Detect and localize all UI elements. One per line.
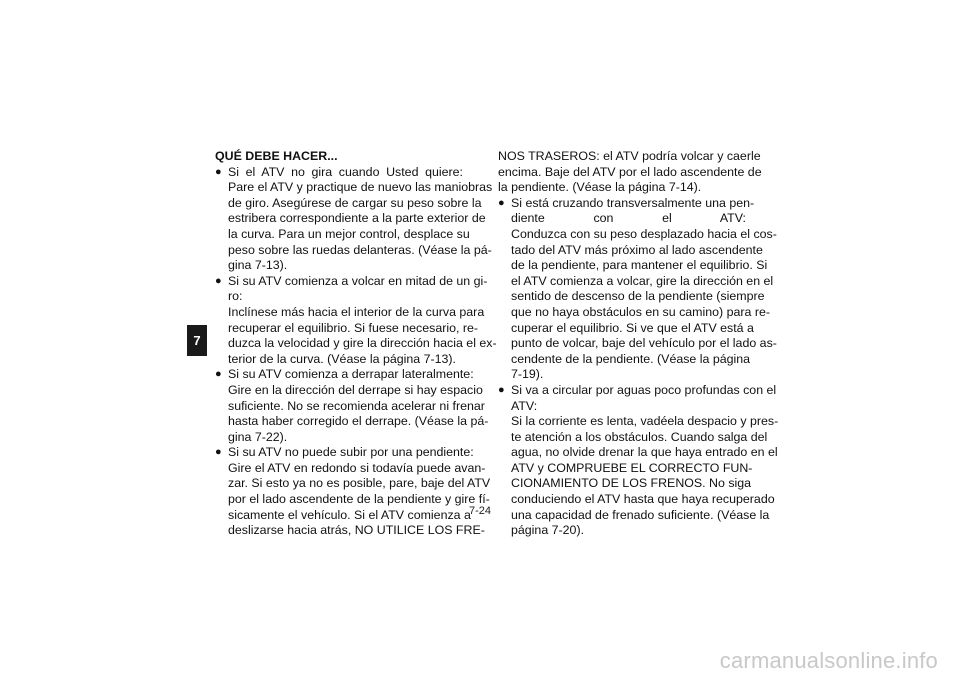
text-line: conduciendo el ATV hasta que haya recuperado <box>511 492 775 507</box>
text-line: Gire en la dirección del derrape si hay espacio <box>228 382 483 397</box>
text-line: que no haya obstáculos en su camino) para re- <box>511 304 770 319</box>
text-line: Si su ATV comienza a derrapar lateralmente: <box>228 367 474 382</box>
text-line: Si va a circular por aguas poco profundas con el <box>511 382 777 397</box>
text-line: ATV: <box>511 398 538 413</box>
text-line: Si el ATV no gira cuando Usted quiere: <box>228 164 463 179</box>
watermark: carmanualsonline.info <box>719 648 938 673</box>
text-line: Si su ATV comienza a volcar en mitad de un gi- <box>228 273 488 288</box>
right-column <box>498 149 779 539</box>
text-line: gina 7-22). <box>228 429 288 444</box>
text-line: suficiente. No se recomienda acelerar ni frenar <box>228 398 485 413</box>
text-line: Si está cruzando transversalmente una pen- <box>511 195 755 210</box>
bullet-item <box>215 273 497 368</box>
text-line: 7-19). <box>511 367 544 382</box>
bullet-icon: ● <box>498 383 505 396</box>
text-line: sentido de descenso de la pendiente (siempre <box>511 289 765 304</box>
chapter-tab: 7 <box>187 325 207 356</box>
page-number: 7-24 <box>468 505 492 517</box>
text-line: Gire el ATV en redondo si todavía puede avan- <box>228 460 486 475</box>
text-line: la curva. Para un mejor control, desplace su <box>228 226 470 241</box>
text-line: ro: <box>228 289 243 304</box>
text-line: zar. Si esto ya no es posible, pare, baje del ATV <box>228 476 491 491</box>
text-line: ATV y COMPRUEBE EL CORRECTO FUN- <box>511 460 753 475</box>
bullet-icon: ● <box>215 165 222 178</box>
bullet-item <box>215 367 489 445</box>
text-line: gina 7-13). <box>228 258 288 273</box>
text-line: Inclínese más hacia el interior de la curva para <box>228 304 485 319</box>
continuation-paragraph <box>498 149 762 196</box>
text-line: el ATV comienza a volcar, gire la dirección en el <box>511 273 774 288</box>
bullet-icon: ● <box>215 446 222 459</box>
text-line: estribera correspondiente a la parte exterior de <box>228 211 486 226</box>
text-line: hasta haber corregido el derrape. (Véase la pá- <box>228 414 489 429</box>
bullet-item <box>498 195 777 383</box>
bullet-item <box>498 382 779 539</box>
text-line: Si su ATV no puede subir por una pendiente: <box>228 445 474 460</box>
text-line: de la pendiente, para mantener el equilibrio. Si <box>511 258 768 273</box>
text-line: peso sobre las ruedas delanteras. (Véase la pá- <box>228 242 492 257</box>
text-line: deslizarse hacia atrás, NO UTILICE LOS FRE- <box>228 523 485 538</box>
text-line: la pendiente. (Véase la página 7-14). <box>498 180 702 195</box>
text-line: CIONAMIENTO DE LOS FRENOS. No siga <box>511 476 752 491</box>
text-line: cuperar el equilibrio. Si ve que el ATV está a <box>511 320 754 335</box>
bullet-icon: ● <box>498 196 505 209</box>
text-line: de giro. Asegúrese de cargar su peso sobre la <box>228 195 482 210</box>
text-line: Pare el ATV y practique de nuevo las maniobras <box>228 180 493 195</box>
bullet-icon: ● <box>215 368 222 381</box>
text-line: agua, no olvide drenar la que haya entrado en el <box>511 445 778 460</box>
text-line: sicamente el vehículo. Si el ATV comienza a <box>228 507 471 522</box>
text-line: te atención a los obstáculos. Cuando salga del <box>511 429 768 444</box>
text-line: duzca la velocidad y gire la dirección hacia el ex- <box>228 336 497 351</box>
text-line: punto de volcar, baje del vehículo por el lado as- <box>511 336 777 351</box>
right-bullet-list <box>498 195 779 539</box>
text-line: Si la corriente es lenta, vadéela despacio y pres- <box>511 414 779 429</box>
text-line: tado del ATV más próximo al lado ascendente <box>511 242 763 257</box>
text-line: recuperar el equilibrio. Si fuese necesario, re- <box>228 320 479 335</box>
bullet-icon: ● <box>215 274 222 287</box>
text-line: encima. Baje del ATV por el lado ascendente de <box>498 164 762 179</box>
text-line: una capacidad de frenado suficiente. (Véase la <box>511 507 770 522</box>
bullet-item <box>215 164 493 274</box>
text-line: página 7-20). <box>511 523 585 538</box>
text-line: diente con el ATV: <box>511 211 746 226</box>
text-line: Conduzca con su peso desplazado hacia el cos- <box>511 226 777 241</box>
text-line: cendente de la pendiente. (Véase la página <box>511 351 751 366</box>
text-line: NOS TRASEROS: el ATV podría volcar y caerle <box>498 149 761 163</box>
text-line: terior de la curva. (Véase la página 7-13). <box>228 351 456 366</box>
text-line: por el lado ascendente de la pendiente y gire fí- <box>228 492 490 507</box>
section-heading: QUÉ DEBE HACER... <box>215 149 338 163</box>
